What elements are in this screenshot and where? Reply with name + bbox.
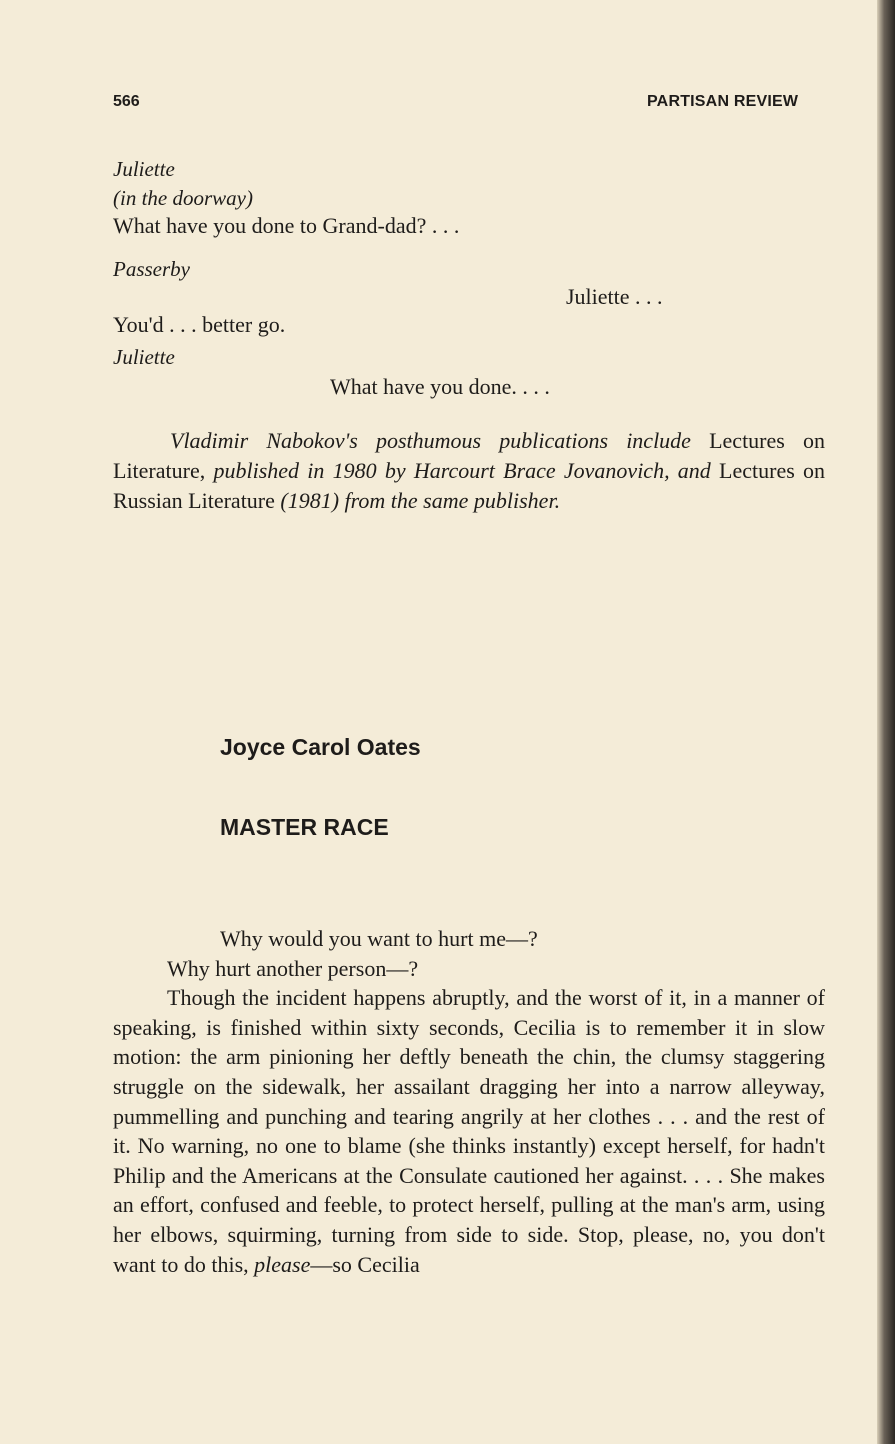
dialogue-line: What have you done to Grand-dad? . . . [113, 213, 460, 238]
dialogue-line: You'd . . . better go. [113, 312, 286, 337]
note-text: Lectures on Russian Literature [113, 458, 826, 513]
running-head: PARTISAN REVIEW [647, 93, 799, 110]
dialogue-line: What have you done. . . . [330, 374, 550, 399]
speaker-passerby: Passerby [113, 257, 190, 281]
paragraph-text: Though the incident happens abruptly, and the worst of it, in a manner of speaking, is finished within sixty seconds, Cecilia is to remember it in slow motion: the arm pinioning her deftly beneath the chin, the clumsy staggering struggle on the sidewalk, her assailant dragging her into a narrow alleyway, pummelling and punching and tearing angrily at her clothes . . . and the rest of it. No warning, no one to blame (she thinks instantly) except herself, for hadn't Philip and the Americans at the Consulate cautioned her against. . . . She makes an effort, confused and feeble, to protect herself, pulling at the man's arm, using her elbows, squirming, turning from side to side. Stop, please, no, you don't want to do this, [113, 985, 825, 1277]
speaker-juliette: Juliette [113, 345, 175, 369]
book-spine-shadow [877, 0, 895, 1444]
story-author: Joyce Carol Oates [220, 734, 421, 760]
story-body [113, 924, 825, 1279]
story-title: MASTER RACE [220, 814, 389, 840]
note-italic: published in 1980 by Harcourt Brace Jovanovich, and [213, 458, 711, 483]
paragraph-italic: please [254, 1251, 311, 1277]
note-text: Lectures on Literature, [113, 428, 825, 483]
story-line: Why would you want to hurt me—? [220, 926, 538, 951]
paragraph-text: —so Cecilia [310, 1251, 420, 1277]
story-line: Why hurt another person—? [167, 955, 419, 981]
author-note [113, 426, 825, 516]
speaker-juliette: Juliette [113, 157, 175, 181]
story-paragraph [113, 983, 825, 1279]
note-italic: Vladimir Nabokov's posthumous publications include [170, 428, 691, 453]
page-number: 566 [113, 93, 140, 110]
note-italic: (1981) from the same publisher. [280, 488, 561, 513]
dialogue-line: Juliette . . . [566, 284, 663, 309]
stage-direction: (in the doorway) [113, 186, 253, 210]
